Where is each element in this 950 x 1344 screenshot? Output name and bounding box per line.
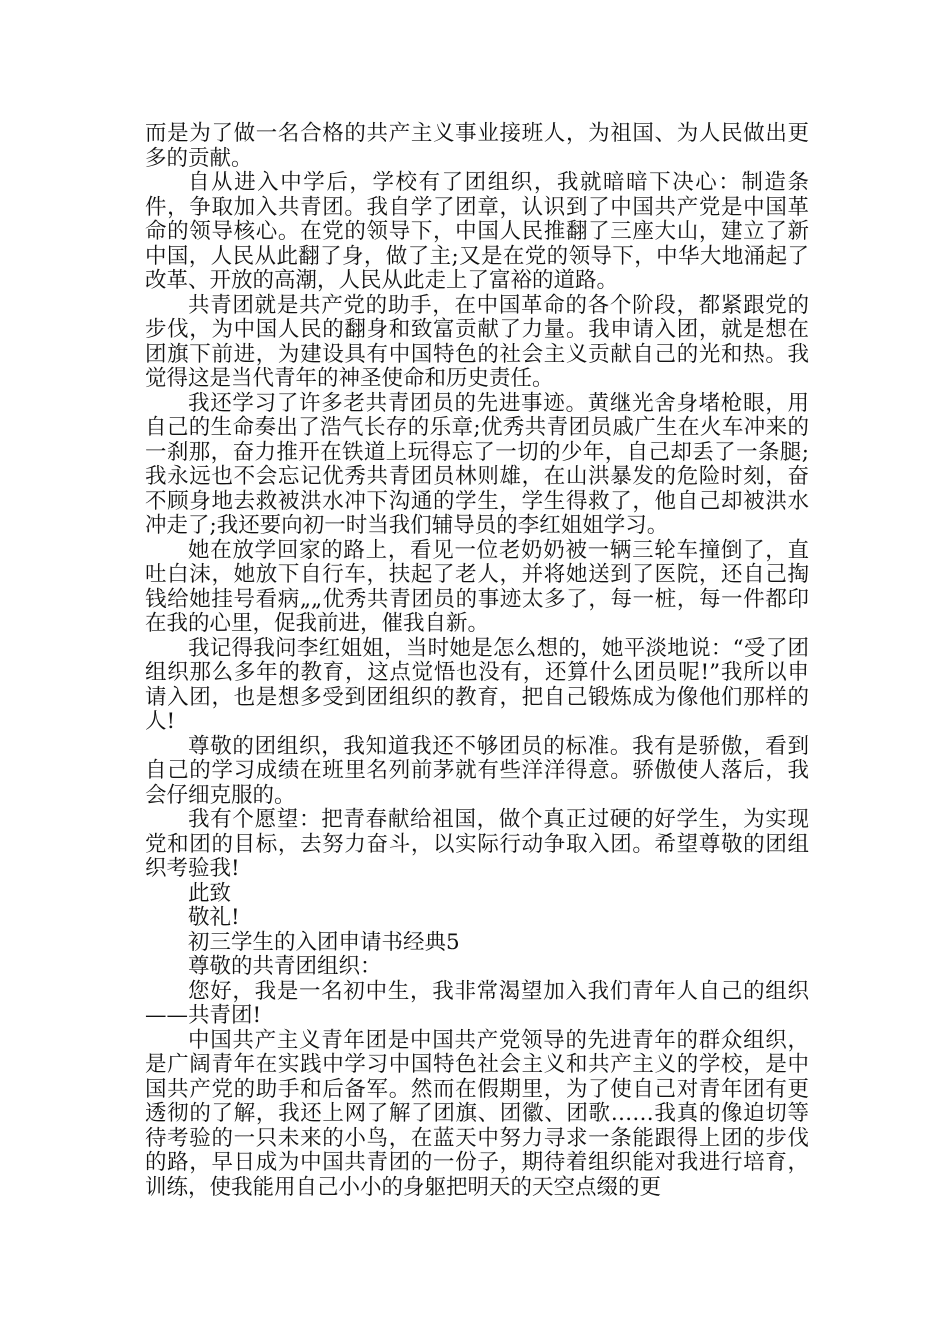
paragraph-7: 尊敬的团组织，我知道我还不够团员的标准。我有是骄傲，看到自己的学习成绩在班里名列前茅就有些洋洋得意。骄傲使人落后，我会仔细克服的。 — [145, 733, 809, 808]
closing-salutation: 此致 — [188, 880, 232, 906]
paragraph-4: 我还学习了许多老共青团员的先进事迹。黄继光舍身堵枪眼，用自己的生命奏出了浩气长存的乐章;优秀共青团员戚广生在火车冲来的一刹那，奋力推开在铁道上玩得忘了一切的少年，自己却丢了一条腿;我永远也不会忘记优秀共青团员林则雄，在山洪暴发的危险时刻，奋不顾身地去救被洪水冲下沟通的学生，学生得救了，他自己却被洪水冲走了;我还要向初一时当我们辅导员的李红姐姐学习。 — [145, 390, 809, 538]
paragraph-6: 我记得我问李红姐姐，当时她是怎么想的，她平淡地说：“受了团组织那么多年的教育，这点觉悟也没有，还算什么团员呢!”我所以申请入团，也是想多受到团组织的教育，把自己锻炼成为像他们那样的人! — [145, 635, 809, 734]
letter-greeting: 尊敬的共青团组织： — [188, 954, 382, 979]
paragraph-3: 共青团就是共产党的助手，在中国革命的各个阶段，都紧跟党的步伐，为中国人民的翻身和致富贡献了力量。我申请入团，就是想在团旗下前进，为建设具有中国特色的社会主义贡献自己的光和热。我觉得这是当代青年的神圣使命和历史责任。 — [145, 292, 809, 391]
paragraph-8: 我有个愿望：把青春献给祖国，做个真正过硬的好学生，为实现党和团的目标，去努力奋斗，以实际行动争取入团。希望尊敬的团组织考验我! — [145, 807, 809, 881]
closing-respect: 敬礼! — [188, 905, 240, 930]
paragraph-10: 中国共产主义青年团是中国共产党领导的先进青年的群众组织，是广阔青年在实践中学习中国特色社会主义和共产主义的学校，是中国共产党的助手和后备军。然而在假期里，为了使自己对青年团有更透彻的了解，我还上网了解了团旗、团徽、团歌……我真的像迫切等待考验的一只未来的小鸟，在蓝天中努力寻求一条能跟得上团的步伐的路，早日成为中国共青团的一份子，期待着组织能对我进行培育，训练，使我能用自己小小的身躯把明天的天空点缀的更 — [145, 1027, 809, 1200]
section-heading: 初三学生的入团申请书经典5 — [188, 929, 460, 955]
paragraph-2: 自从进入中学后，学校有了团组织，我就暗暗下决心：制造条件，争取加入共青团。我自学了团章，认识到了中国共产党是中国革命的领导核心。在党的领导下，中国人民推翻了三座大山，建立了新中国，人民从此翻了身，做了主;又是在党的领导下，中华大地涌起了改革、开放的高潮，人民从此走上了富裕的道路。 — [145, 170, 809, 293]
paragraph-1: 而是为了做一名合格的共产主义事业接班人，为祖国、为人民做出更多的贡献。 — [145, 121, 809, 171]
paragraph-5: 她在放学回家的路上，看见一位老奶奶被一辆三轮车撞倒了，直吐白沫，她放下自行车，扶起了老人，并将她送到了医院，还自己掏钱给她挂号看病„„优秀共青团员的事迹太多了，每一桩，每一件都印在我的心里，促我前进，催我自新。 — [145, 537, 809, 636]
paragraph-9: 您好，我是一名初中生，我非常渴望加入我们青年人自己的组织——共青团! — [145, 978, 809, 1028]
document-page — [145, 122, 809, 1200]
